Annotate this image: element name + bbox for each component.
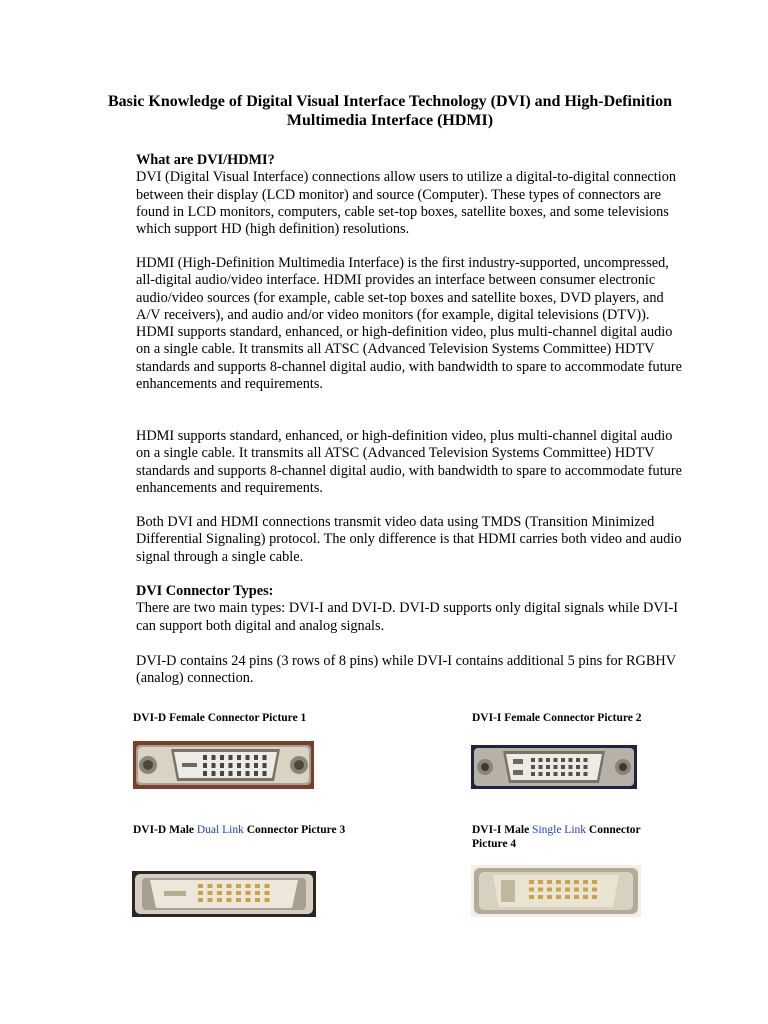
dvi-d-female-connector-picture xyxy=(133,741,314,789)
socket-hole xyxy=(246,755,250,760)
socket-hole xyxy=(229,755,233,760)
caption-picture-3 xyxy=(133,823,345,837)
connector-pin xyxy=(574,880,579,884)
connector-pin xyxy=(547,888,552,892)
socket-hole xyxy=(576,765,580,769)
connector-pin xyxy=(529,880,534,884)
caption-picture-3-suffix: Connector Picture 3 xyxy=(243,824,346,836)
paragraph-hdmi-intro: HDMI (High-Definition Multimedia Interface) is the first industry-supported, uncompressed, all-digital audio/video interface. HDMI provides an interface between consumer electronic audio/video sources (for example, cable set-top boxes and satellite boxes, DVD players, and A/V receivers), and audio and/or video monitors (for example, digital televisions (DTV)). HDMI supports standard, enhanced, or high-definition video, plus multi-channel digital audio on a single cable. It transmits all ATSC (Advanced Television Systems Committee) HDTV standards and supports 8-channel digital audio, with bandwidth to spare to accommodate future enhancements and requirements. xyxy=(136,255,682,393)
paragraph-pin-counts: DVI-D contains 24 pins (3 rows of 8 pins) while DVI-I contains additional 5 pins for RGBHV (analog) connection. xyxy=(136,653,676,687)
connector-pin xyxy=(592,880,597,884)
section-heading-what-are: What are DVI/HDMI? xyxy=(136,152,275,168)
connector-pin xyxy=(574,895,579,899)
socket-hole xyxy=(237,763,241,768)
socket-hole xyxy=(554,758,558,762)
socket-hole xyxy=(212,763,216,768)
connector-pin xyxy=(236,898,241,902)
connector-pin xyxy=(227,884,232,888)
socket-hole xyxy=(546,765,550,769)
socket-hole xyxy=(569,765,573,769)
connector-pin xyxy=(547,895,552,899)
socket-hole xyxy=(203,755,207,760)
socket-hole xyxy=(212,755,216,760)
connector-pin xyxy=(246,898,251,902)
socket-hole xyxy=(531,772,535,776)
connector-pin xyxy=(217,891,222,895)
connector-pin xyxy=(246,891,251,895)
socket-hole xyxy=(220,755,224,760)
section-what-are xyxy=(136,152,686,238)
socket-hole xyxy=(576,772,580,776)
connector-pin xyxy=(208,891,213,895)
caption-picture-4-line2: Picture 4 xyxy=(472,838,517,850)
connector-pin xyxy=(217,898,222,902)
caption-picture-4-prefix: DVI-I Male xyxy=(472,824,533,836)
socket-hole xyxy=(254,755,258,760)
caption-picture-1: DVI-D Female Connector Picture 1 xyxy=(133,712,307,724)
connector-pin xyxy=(574,888,579,892)
socket-hole xyxy=(584,765,588,769)
paragraph-hdmi-features: HDMI supports standard, enhanced, or high-definition video, plus multi-channel digital audio on a single cable. It transmits all ATSC (Advanced Television Systems Committee) HDTV standards and supports 8-channel digital audio, with bandwidth to spare to accommodate future enhancements and requirements. xyxy=(136,428,682,496)
socket-hole xyxy=(569,772,573,776)
dvi-i-female-connector-picture xyxy=(471,745,637,789)
connector-pin xyxy=(547,880,552,884)
socket-hole xyxy=(539,772,543,776)
socket-hole xyxy=(561,765,565,769)
connector-pin xyxy=(198,891,203,895)
socket-hole xyxy=(254,771,258,776)
connector-pin xyxy=(565,895,570,899)
caption-picture-4-single-link: Single Link xyxy=(532,824,587,836)
socket-hole xyxy=(561,758,565,762)
connector-pin xyxy=(208,884,213,888)
connector-pin xyxy=(227,898,232,902)
socket-hole xyxy=(539,758,543,762)
socket-hole xyxy=(584,772,588,776)
connector-pin xyxy=(556,895,561,899)
paragraph-connector-types: There are two main types: DVI-I and DVI-D. DVI-D supports only digital signals while DVI-I can support both digital and analog signals. xyxy=(136,600,678,634)
connector-pin xyxy=(556,880,561,884)
socket-hole xyxy=(554,772,558,776)
connector-pin xyxy=(198,884,203,888)
connector-pin xyxy=(529,895,534,899)
connector-pin xyxy=(556,888,561,892)
socket-hole xyxy=(203,763,207,768)
connector-pin xyxy=(592,888,597,892)
caption-picture-4 xyxy=(472,823,641,851)
paragraph-dvi-intro: DVI (Digital Visual Interface) connections allow users to utilize a digital-to-digital connection between their display (LCD monitor) and source (Computer). These types of connectors are found in LCD monitors, computers, cable set-top boxes, satellite boxes, and some televisions which support HD (high definition) resolutions. xyxy=(136,169,677,238)
socket-hole xyxy=(254,763,258,768)
connector-pin xyxy=(583,895,588,899)
section-connector-types xyxy=(136,583,686,635)
connector-pin xyxy=(265,898,270,902)
document-title: Basic Knowledge of Digital Visual Interface Technology (DVI) and High-Definition Multimedia Interface (HDMI) xyxy=(107,93,673,129)
dvi-i-male-single-link-connector-picture xyxy=(471,865,641,917)
connector-pin xyxy=(565,888,570,892)
caption-picture-3-prefix: DVI-D Male xyxy=(133,824,197,836)
socket-hole xyxy=(263,771,267,776)
socket-hole xyxy=(237,755,241,760)
dvi-d-male-dual-link-connector-picture xyxy=(132,871,316,917)
connector-pin xyxy=(255,891,260,895)
connector-pin xyxy=(538,895,543,899)
connector-pin xyxy=(538,880,543,884)
connector-pin xyxy=(592,895,597,899)
socket-hole xyxy=(569,758,573,762)
socket-hole xyxy=(203,771,207,776)
socket-hole xyxy=(561,772,565,776)
connector-pin xyxy=(529,888,534,892)
caption-picture-4-suffix: Connector xyxy=(586,824,641,836)
connector-pin xyxy=(538,888,543,892)
socket-hole xyxy=(263,763,267,768)
connector-pin xyxy=(236,891,241,895)
socket-hole xyxy=(546,758,550,762)
connector-pin xyxy=(265,891,270,895)
socket-hole xyxy=(546,772,550,776)
socket-hole xyxy=(531,758,535,762)
connector-pin xyxy=(255,884,260,888)
socket-hole xyxy=(220,763,224,768)
socket-hole xyxy=(220,771,224,776)
connector-pin xyxy=(236,884,241,888)
connector-pin xyxy=(208,898,213,902)
connector-pin xyxy=(198,898,203,902)
socket-hole xyxy=(246,771,250,776)
socket-hole xyxy=(576,758,580,762)
caption-picture-3-dual-link: Dual Link xyxy=(196,824,244,836)
socket-hole xyxy=(229,771,233,776)
socket-hole xyxy=(539,765,543,769)
socket-hole xyxy=(246,763,250,768)
connector-pin xyxy=(583,888,588,892)
connector-pin xyxy=(217,884,222,888)
socket-hole xyxy=(554,765,558,769)
socket-hole xyxy=(263,755,267,760)
caption-picture-2: DVI-I Female Connector Picture 2 xyxy=(472,712,642,724)
section-heading-connector-types: DVI Connector Types: xyxy=(136,583,274,599)
socket-hole xyxy=(229,763,233,768)
paragraph-tmds: Both DVI and HDMI connections transmit video data using TMDS (Transition Minimized Differential Signaling) protocol. The only difference is that HDMI carries both video and audio signal through a single cable. xyxy=(136,514,682,565)
socket-hole xyxy=(212,771,216,776)
connector-pin xyxy=(255,898,260,902)
socket-hole xyxy=(584,758,588,762)
connector-pin xyxy=(565,880,570,884)
connector-pin xyxy=(246,884,251,888)
socket-hole xyxy=(531,765,535,769)
connector-pin xyxy=(583,880,588,884)
connector-pin xyxy=(227,891,232,895)
connector-pin xyxy=(265,884,270,888)
socket-hole xyxy=(237,771,241,776)
